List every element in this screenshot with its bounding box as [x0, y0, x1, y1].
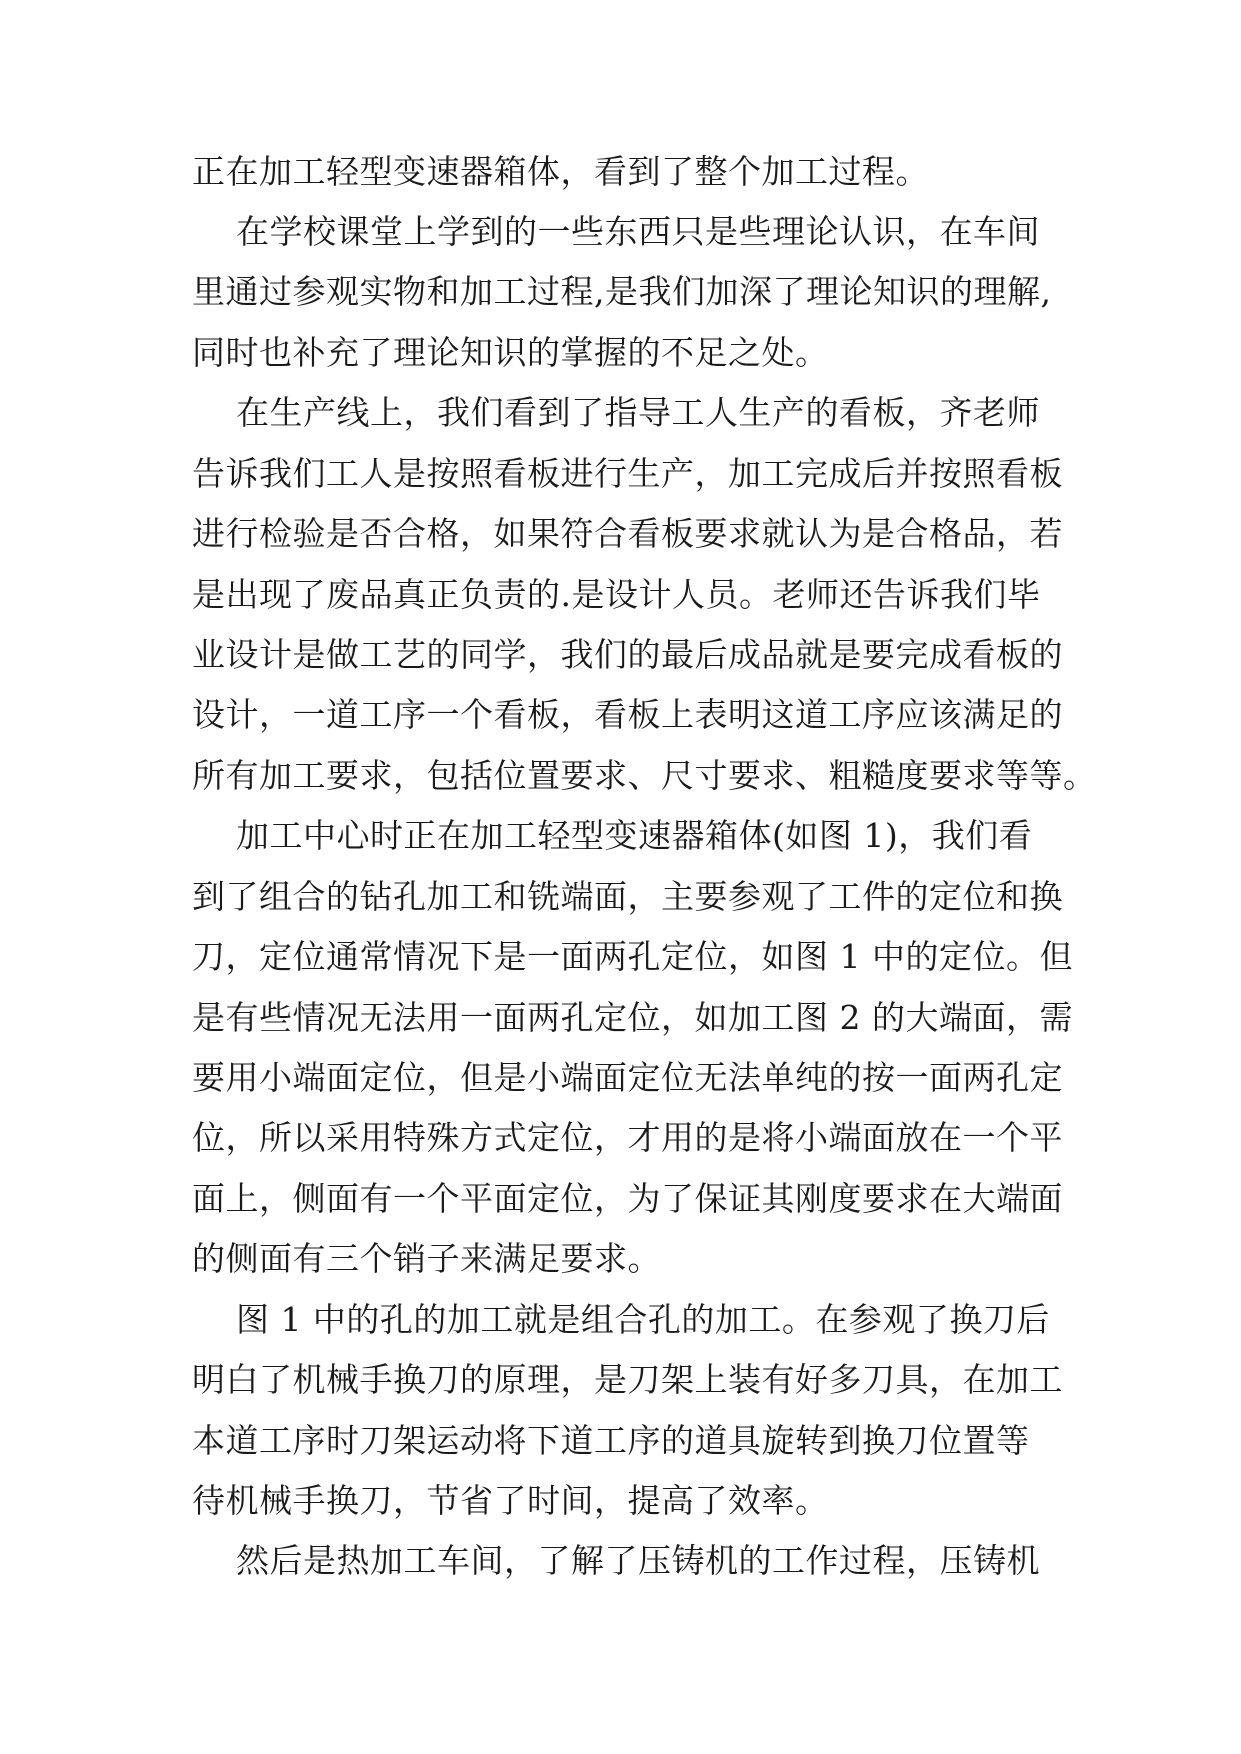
text-line: 本道工序时刀架运动将下道工序的道具旋转到换刀位置等	[192, 1421, 1030, 1460]
text-line: 是有些情况无法用一面两孔定位，如加工图 2 的大端面，需	[192, 998, 1073, 1037]
text-line: 在学校课堂上学到的一些东西只是些理论认识，在车间	[192, 212, 1040, 251]
text-line: 要用小端面定位，但是小端面定位无法单纯的按一面两孔定	[192, 1058, 1063, 1097]
text-line: 正在加工轻型变速器箱体，看到了整个加工过程。	[192, 152, 929, 191]
text-line: 是出现了废品真正负责的.是设计人员。老师还告诉我们毕	[192, 575, 1041, 614]
text-line: 到了组合的钻孔加工和铣端面，主要参观了工件的定位和换	[192, 877, 1063, 916]
text-line: 设计，一道工序一个看板，看板上表明这道工序应该满足的	[192, 695, 1063, 734]
text-line: 进行检验是否合格，如果符合看板要求就认为是合格品，若	[192, 514, 1063, 553]
text-line: 所有加工要求，包括位置要求、尺寸要求、粗糙度要求等等。	[192, 756, 1097, 795]
text-line: 的侧面有三个销子来满足要求。	[192, 1239, 661, 1278]
text-line: 刀，定位通常情况下是一面两孔定位，如图 1 中的定位。但	[192, 937, 1073, 976]
text-line: 图 1 中的孔的加工就是组合孔的加工。在参观了换刀后	[192, 1300, 1050, 1339]
text-line: 告诉我们工人是按照看板进行生产，加工完成后并按照看板	[192, 454, 1063, 493]
text-line: 同时也补充了理论知识的掌握的不足之处。	[192, 333, 829, 372]
text-line: 位，所以采用特殊方式定位，才用的是将小端面放在一个平	[192, 1118, 1063, 1157]
text-line: 明白了机械手换刀的原理，是刀架上装有好多刀具，在加工	[192, 1360, 1063, 1399]
text-line: 待机械手换刀，节省了时间，提高了效率。	[192, 1481, 829, 1520]
text-line: 然后是热加工车间，了解了压铸机的工作过程，压铸机	[192, 1541, 1040, 1580]
text-line: 加工中心时正在加工轻型变速器箱体(如图 1)，我们看	[192, 816, 1033, 855]
text-line: 业设计是做工艺的同学，我们的最后成品就是要完成看板的	[192, 635, 1063, 674]
text-line: 在生产线上，我们看到了指导工人生产的看板，齐老师	[192, 393, 1040, 432]
text-line: 里通过参观实物和加工过程,是我们加深了理论知识的理解,	[192, 272, 1052, 311]
text-line: 面上，侧面有一个平面定位，为了保证其刚度要求在大端面	[192, 1179, 1063, 1218]
